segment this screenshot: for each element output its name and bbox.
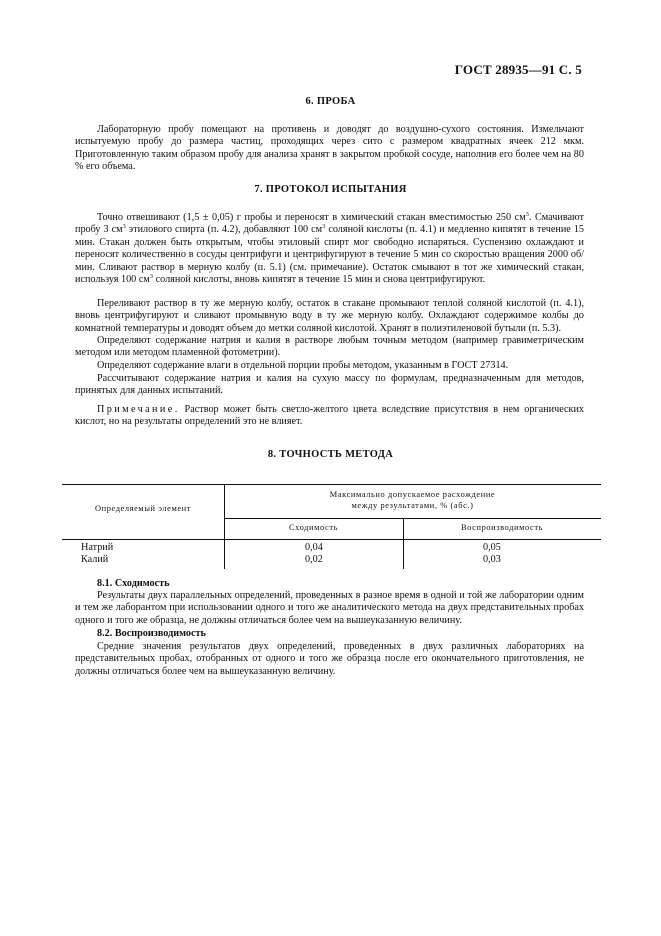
note-label: Примечание.: [97, 404, 180, 415]
subsection-8-1-title: 8.1. Сходимость: [97, 578, 170, 589]
sub-header-reproducibility: Воспроизводимость: [460, 523, 544, 532]
section-6-title: 6. ПРОБА: [305, 96, 356, 107]
subsection-8-1-text: Результаты двух параллельных определений, проведенных в разное время в одной и той же лаборатории одним и тем же лаборантом при использовании одного и того же аналитического метода на двух представительных пробах одного и того же образца, не должны отличаться более чем на вышеуказанную величину.: [75, 590, 584, 626]
section-8-title: 8. ТОЧНОСТЬ МЕТОДА: [267, 449, 394, 460]
group-header-line-2: между результатами, % (абс.): [351, 501, 474, 510]
table-header-rule: [62, 539, 601, 540]
section-7-paragraph-4: Определяют содержание влаги в отдельной порции пробы методом, указанным в ГОСТ 27314.: [97, 360, 509, 371]
section-7-paragraph-5: Рассчитывают содержание натрия и калия на сухую массу по формулам, предназначенным для методов, принятых для данных испытаний.: [75, 373, 584, 397]
subsection-8-2-text: Средние значения результатов двух определений, проведенных в двух различных лабораториях на представительных пробах, отобранных от одного и того же образца после его окончательного приготовления, не должны отличаться более чем на вышеуказанную величину.: [75, 641, 584, 677]
table-row-reproducibility: 0,03: [483, 554, 501, 565]
section-6-paragraph: Лабораторную пробу помещают на противень и доводят до воздушно-сухого состояния. Измельчают испытуемую пробу до размера частиц, проходящих через сито с размером квадратных ячеек 212 мкм. Приготовленную таким образом пробу для анализа хранят в закрытом пробкой сосуде, наполнив его более чем на 80 % его объема.: [75, 124, 584, 173]
section-7-note: Примечание. Раствор может быть светло-желтого цвета вследствие присутствия в нем органических кислот, но на результаты определений это не влияет.: [75, 404, 584, 428]
group-header-line-1: Максимально допускаемое расхождение: [329, 490, 496, 499]
table-row-repeatability: 0,02: [305, 554, 323, 565]
table-row-element: Натрий: [81, 542, 114, 553]
col-header-element: Определяемый элемент: [94, 504, 192, 513]
table-row-element: Калий: [81, 554, 109, 565]
table-row-reproducibility: 0,05: [483, 542, 501, 553]
running-header: ГОСТ 28935—91 С. 5: [454, 62, 582, 77]
section-7-paragraph-3: Определяют содержание натрия и калия в растворе любым точным методом (например гравиметрическим методом или методом пламенной фотометрии).: [75, 335, 584, 359]
section-7-title: 7. ПРОТОКОЛ ИСПЫТАНИЯ: [254, 184, 407, 195]
table-top-rule: [62, 484, 601, 485]
section-7-paragraph-1: Точно отвешивают (1,5 ± 0,05) г пробы и переносят в химический стакан вместимостью 250 $см^3$. Смачивают пробу 3 $см^3$ этилового спирта (п. 4.2), добавляют 100 $см^3$ соляной кислоты (п. 4.1) и медленно кипятят в течение 15 мин. Стакан должен быть открытым, чтобы этиловый спирт мог свободно испаряться. Суспензию охлаждают и переносят количественно в сосуды центрифуги и центрифугируют в течение 5 мин со скоростью вращения 2000 об/мин. Сливают раствор в мерную колбу (п. 5.1) (см. примечание). Остаток смывают в тот же химический стакан, используя 100 $см^3$ соляной кислоты, вновь кипятят в течение 15 мин и снова центрифугируют.: [75, 211, 584, 286]
sub-header-repeatability: Сходимость: [288, 523, 339, 532]
table-row-repeatability: 0,04: [305, 542, 323, 553]
table-mid-rule: [224, 518, 601, 519]
precision-table: [62, 484, 601, 569]
section-7-paragraph-2: Переливают раствор в ту же мерную колбу, остаток в стакане промывают теплой соляной кислотой (п. 4.1), вновь центрифугируют и сливают промывную воду в ту же мерную колбу. Охлаждают содержимое колбы до комнатной температуры и доводят объем до метки соляной кислотой. Хранят в полиэтиленовой бутыли (п. 5.3).: [75, 298, 584, 334]
subsection-8-2-title: 8.2. Воспроизводимость: [97, 628, 206, 639]
